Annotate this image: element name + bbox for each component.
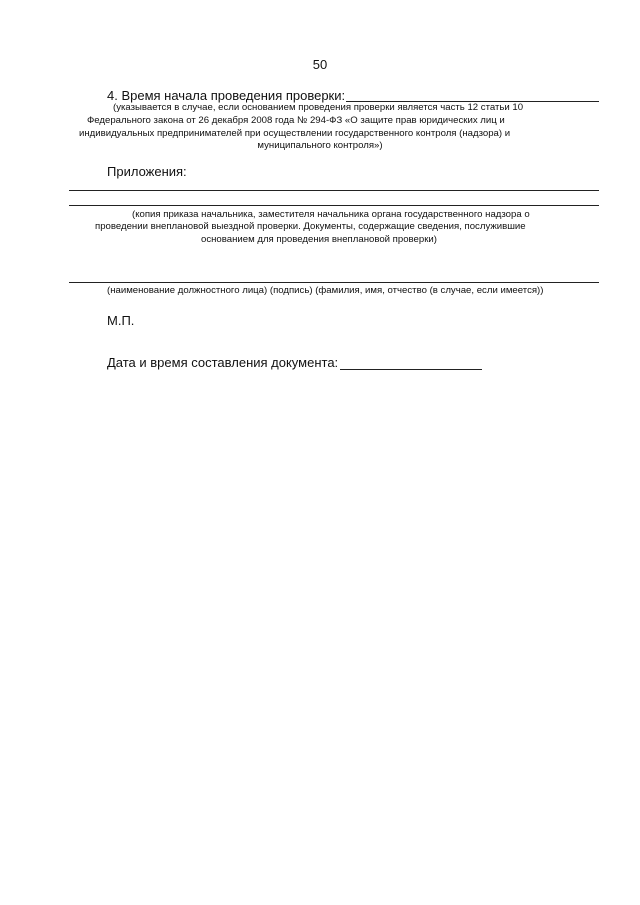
signature-field-line[interactable] [69,282,599,283]
attachments-field-line-2[interactable] [69,205,599,206]
attachments-label: Приложения: [107,164,187,179]
attachments-note-line2: проведении внеплановой выездной проверки. Документы, содержащие сведения, послужившие [95,221,526,232]
start-time-note-line2: Федерального закона от 26 декабря 2008 года № 294-ФЗ «О защите прав юридических лиц и [87,115,505,126]
signature-note: (наименование должностного лица) (подпись) (фамилия, имя, отчество (в случае, если имеется)) [107,285,544,296]
start-time-note-line1: (указывается в случае, если основанием проведения проверки является часть 12 статьи 10 [113,102,524,113]
start-time-label: 4. Время начала проведения проверки: [107,88,346,103]
document-date-field-line[interactable] [340,369,482,370]
attachments-field-line-1[interactable] [69,190,599,191]
seal-mark: М.П. [107,313,135,328]
document-date-label: Дата и время составления документа: [107,355,339,370]
attachments-note-line1: (копия приказа начальника, заместителя начальника органа государственного надзора о [132,209,530,220]
start-time-note-line3: индивидуальных предпринимателей при осуществлении государственного контроля (надзора) и [79,128,511,139]
attachments-note-line3: основанием для проведения внеплановой проверки) [201,234,437,245]
start-time-note-line4: муниципального контроля») [257,140,383,151]
page-number: 50 [312,57,328,72]
